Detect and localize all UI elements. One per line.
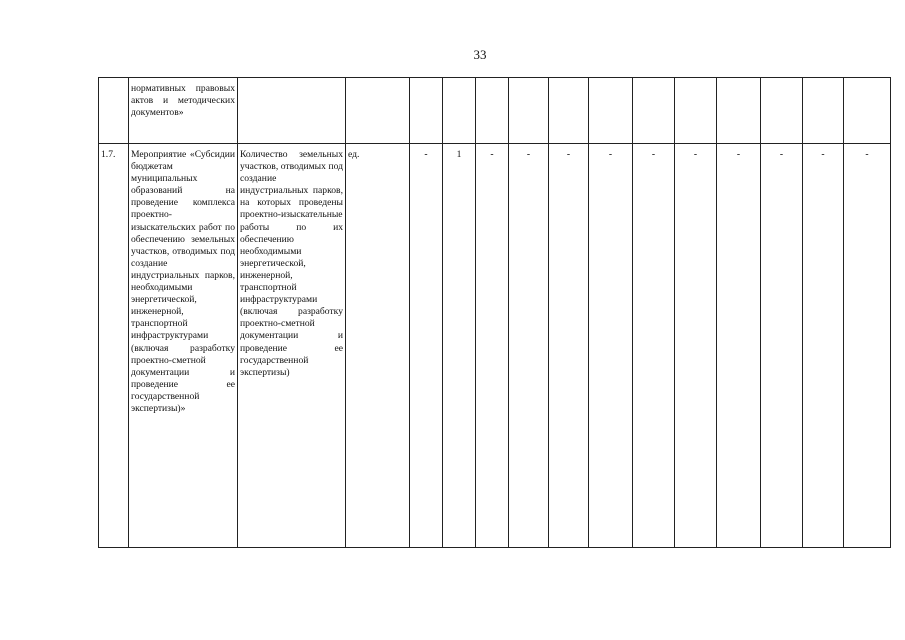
value-cell: - <box>476 144 509 548</box>
value-cell <box>633 78 675 144</box>
table-row <box>99 78 891 144</box>
indicator-cell <box>238 78 346 144</box>
table-row <box>99 144 891 548</box>
value-cell: - <box>761 144 803 548</box>
indicator-cell: Количество земельных участков, отводимых под создание индустриальных парков, на которых проведены проектно-изыскательные работы по их обеспечению необходимыми энергетической, инженерной, транспортной инфраструктурами (включая разработку проектно-сметной документации и проведение ее государственной экспертизы) <box>238 144 346 548</box>
value-cell <box>844 78 891 144</box>
value-cell <box>549 78 589 144</box>
unit-cell <box>346 78 410 144</box>
row-number <box>99 78 129 144</box>
value-cell: - <box>549 144 589 548</box>
row-number: 1.7. <box>99 144 129 548</box>
value-cell <box>443 78 476 144</box>
data-table <box>98 77 891 548</box>
value-cell <box>803 78 844 144</box>
value-cell: - <box>633 144 675 548</box>
unit-cell: ед. <box>346 144 410 548</box>
value-cell: 1 <box>443 144 476 548</box>
value-cell: - <box>509 144 549 548</box>
event-cell: Мероприятие «Субсидии бюджетам муниципальных образований на проведение комплекса проектно-изыскательских работ по обеспечению земельных участков, отводимых под создание индустриальных парков, необходимыми энергетической, инженерной, транспортной инфраструктурами (включая разработку проектно-сметной документации и проведение ее государственной экспертизы)» <box>129 144 238 548</box>
value-cell: - <box>675 144 717 548</box>
value-cell: - <box>589 144 633 548</box>
value-cell: - <box>803 144 844 548</box>
page-number: 33 <box>473 47 487 62</box>
value-cell: - <box>844 144 891 548</box>
value-cell <box>717 78 761 144</box>
value-cell: - <box>717 144 761 548</box>
value-cell <box>476 78 509 144</box>
value-cell <box>509 78 549 144</box>
value-cell <box>761 78 803 144</box>
event-cell: нормативных правовых актов и методических документов» <box>129 78 238 144</box>
value-cell <box>410 78 443 144</box>
value-cell <box>675 78 717 144</box>
value-cell <box>589 78 633 144</box>
value-cell: - <box>410 144 443 548</box>
